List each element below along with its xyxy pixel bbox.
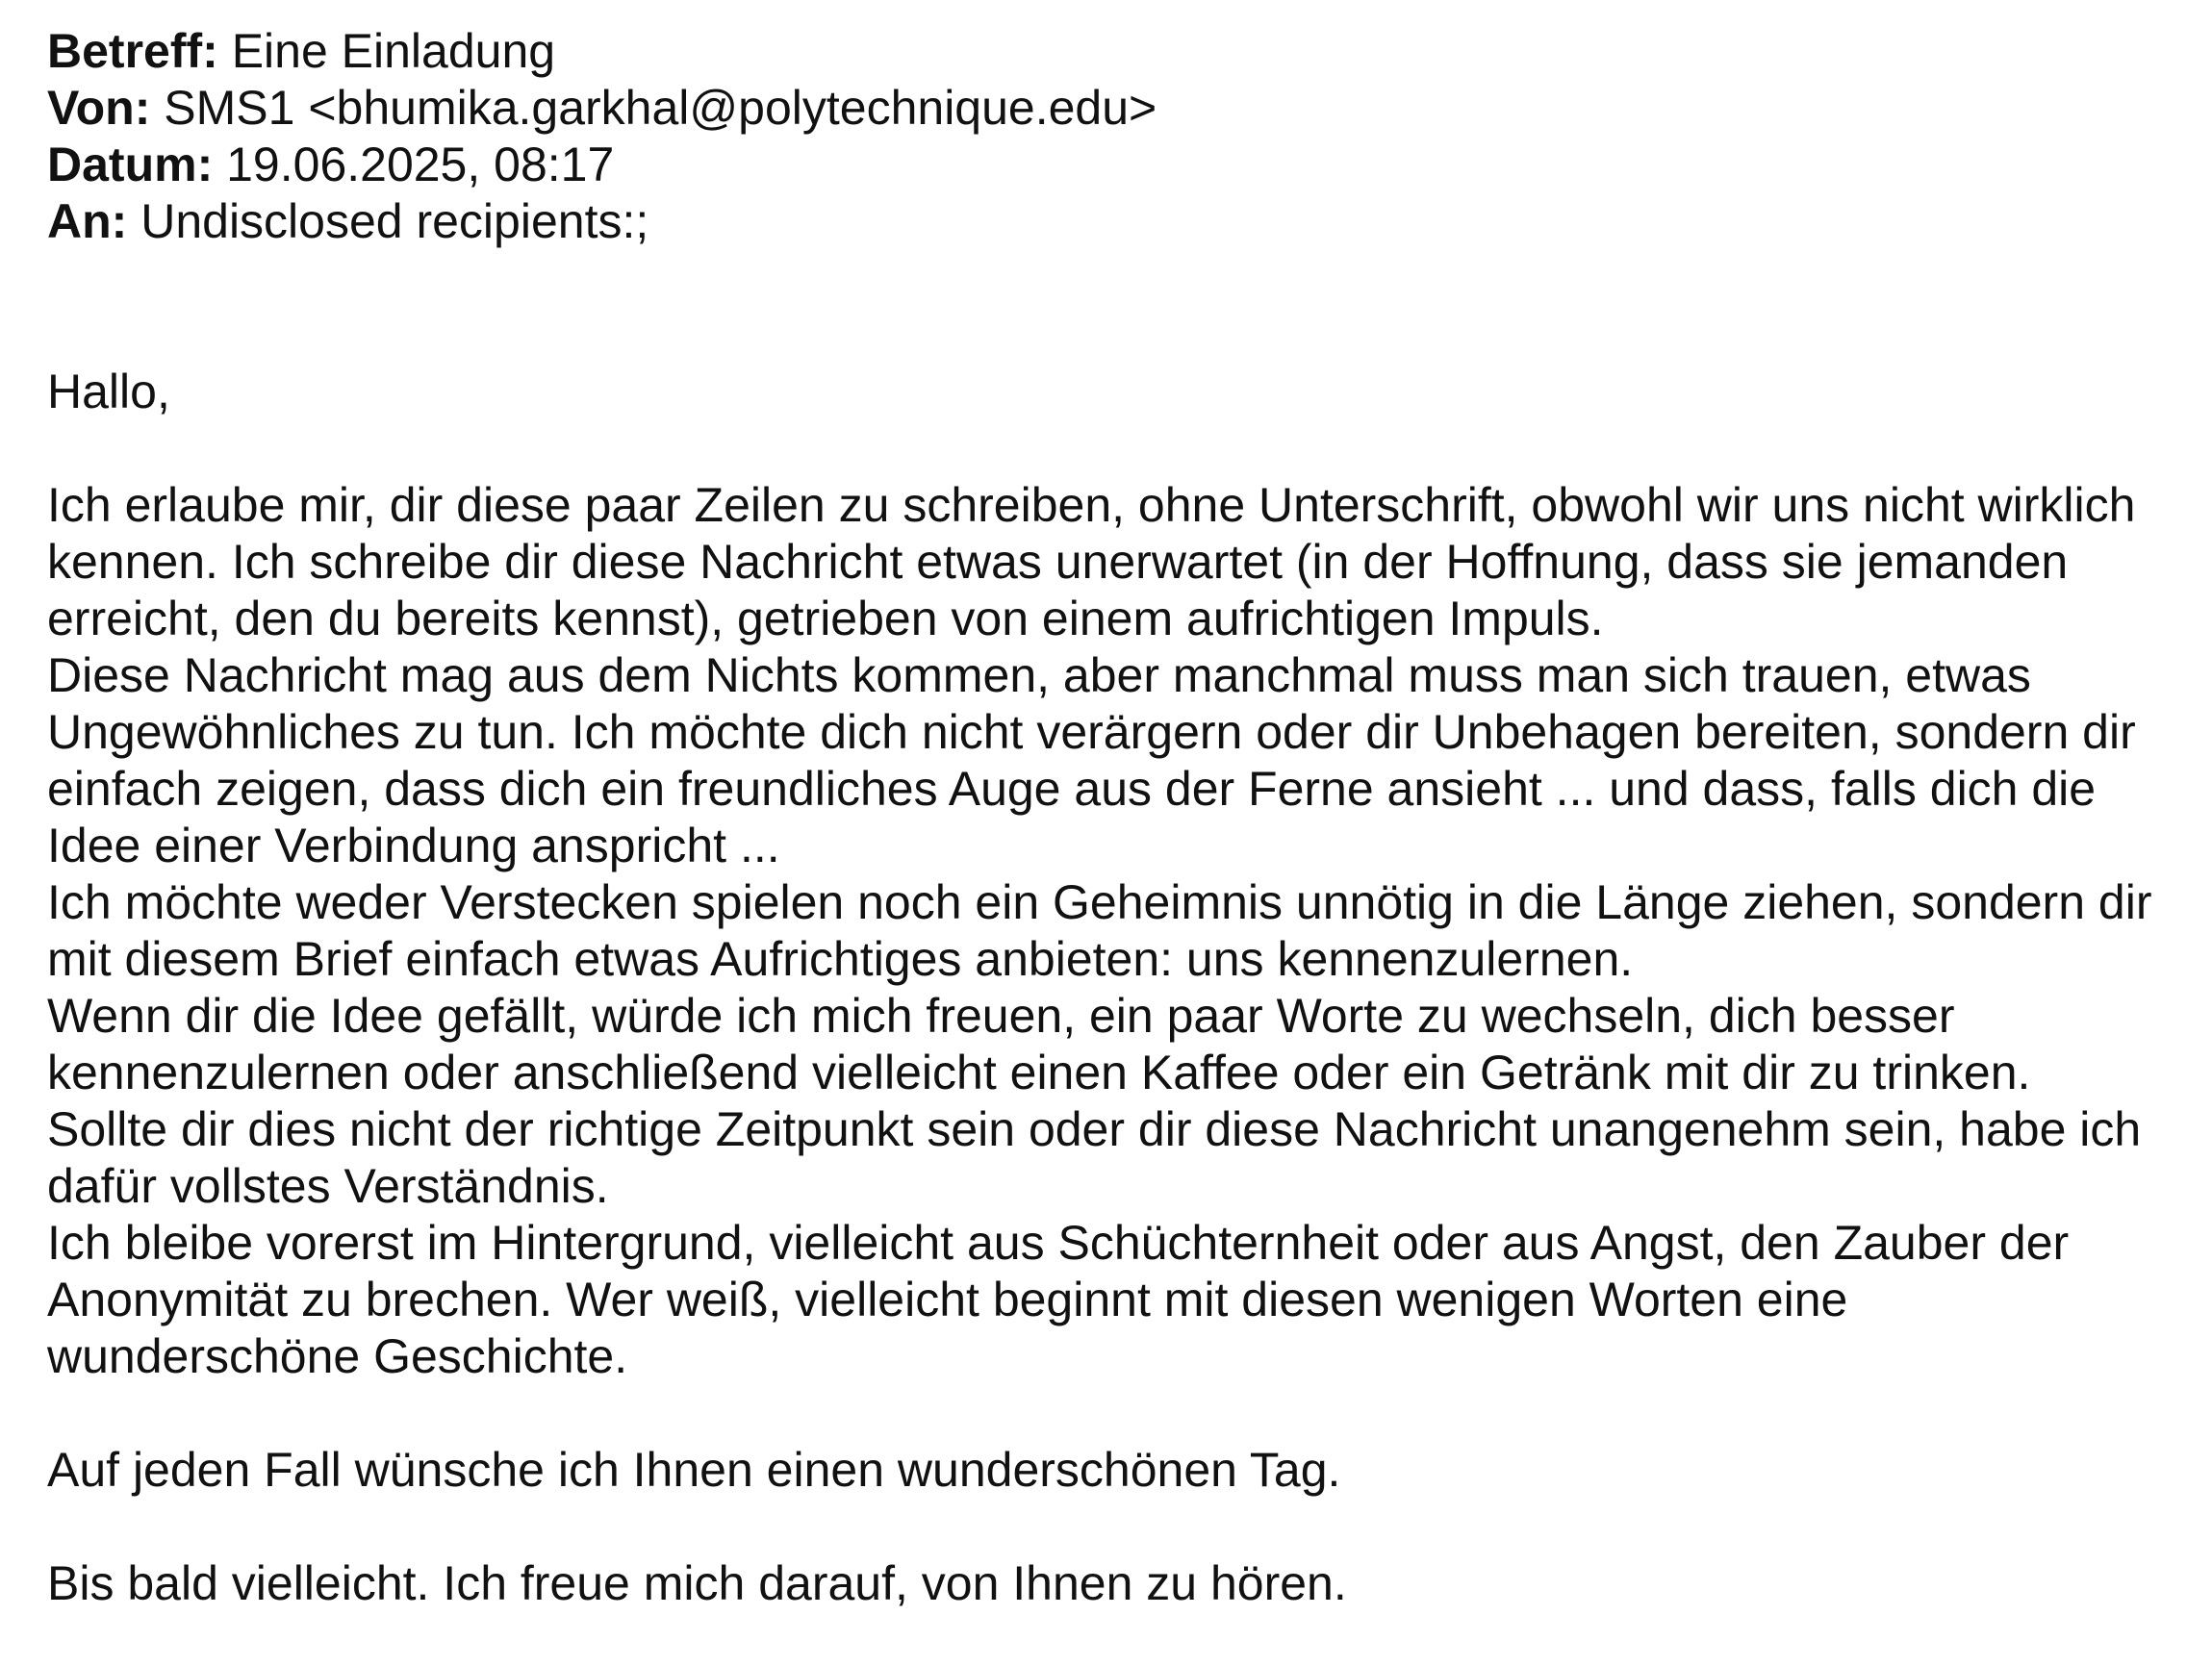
body-line: einfach zeigen, dass dich ein freundliches Auge aus der Ferne ansieht ... und dass, falls dich die xyxy=(47,762,2097,816)
body-line: Ungewöhnliches zu tun. Ich möchte dich nicht verärgern oder dir Unbehagen bereiten, sondern dir xyxy=(47,705,2136,759)
to-line xyxy=(47,193,2183,250)
body-line: Idee einer Verbindung anspricht ... xyxy=(47,819,780,872)
greeting: Hallo, xyxy=(47,365,170,418)
from-label: Von: xyxy=(47,81,151,135)
wish-line: Auf jeden Fall wünsche ich Ihnen einen wunderschönen Tag. xyxy=(47,1443,1341,1497)
body-line: kennen. Ich schreibe dir diese Nachricht etwas unerwartet (in der Hoffnung, dass sie jemanden xyxy=(47,535,2069,589)
body-line: erreicht, den du bereits kennst), getrieben von einem aufrichtigen Impuls. xyxy=(47,592,1604,645)
from-line xyxy=(47,80,2183,137)
body-line: Anonymität zu brechen. Wer weiß, vielleicht beginnt mit diesen wenigen Worten eine xyxy=(47,1273,1848,1326)
body-line: Ich möchte weder Verstecken spielen noch ein Geheimnis unnötig in die Länge ziehen, sondern dir xyxy=(47,875,2152,929)
body-line: wunderschöne Geschichte. xyxy=(47,1329,628,1383)
body-line: Ich erlaube mir, dir diese paar Zeilen zu schreiben, ohne Unterschrift, obwohl wir uns nicht wirklich xyxy=(47,478,2136,532)
body-line: mit diesem Brief einfach etwas Aufrichtiges anbieten: uns kennenzulernen. xyxy=(47,932,1634,986)
date-line xyxy=(47,137,2183,193)
body-line: Ich bleibe vorerst im Hintergrund, vielleicht aus Schüchternheit oder aus Angst, den Zauber der xyxy=(47,1216,2070,1270)
email-message xyxy=(47,23,2183,1612)
body-line: Sollte dir dies nicht der richtige Zeitpunkt sein oder dir diese Nachricht unangenehm sein, habe ich xyxy=(47,1102,2142,1156)
paragraph-spacer xyxy=(47,1499,2183,1555)
subject-label: Betreff: xyxy=(47,24,218,78)
body-line: dafür vollstes Verständnis. xyxy=(47,1159,609,1213)
message-body xyxy=(47,477,2183,1385)
body-line: Diese Nachricht mag aus dem Nichts kommen, aber manchmal muss man sich trauen, etwas xyxy=(47,648,2031,702)
to-value: Undisclosed recipients:; xyxy=(140,194,649,248)
to-label: An: xyxy=(47,194,128,248)
body-line: Wenn dir die Idee gefällt, würde ich mich freuen, ein paar Worte zu wechseln, dich besser xyxy=(47,989,1955,1043)
date-value: 19.06.2025, 08:17 xyxy=(226,138,615,191)
paragraph-spacer xyxy=(47,420,2183,477)
header-spacer xyxy=(47,250,2183,364)
from-value: SMS1 <bhumika.garkhal@polytechnique.edu> xyxy=(164,81,1157,135)
closing-line: Bis bald vielleicht. Ich freue mich darauf, von Ihnen zu hören. xyxy=(47,1556,1347,1610)
subject-line xyxy=(47,23,2183,80)
date-label: Datum: xyxy=(47,138,214,191)
subject-value: Eine Einladung xyxy=(231,24,556,78)
paragraph-spacer xyxy=(47,1385,2183,1442)
body-line: kennenzulernen oder anschließend vielleicht einen Kaffee oder ein Getränk mit dir zu trinken. xyxy=(47,1046,2031,1099)
